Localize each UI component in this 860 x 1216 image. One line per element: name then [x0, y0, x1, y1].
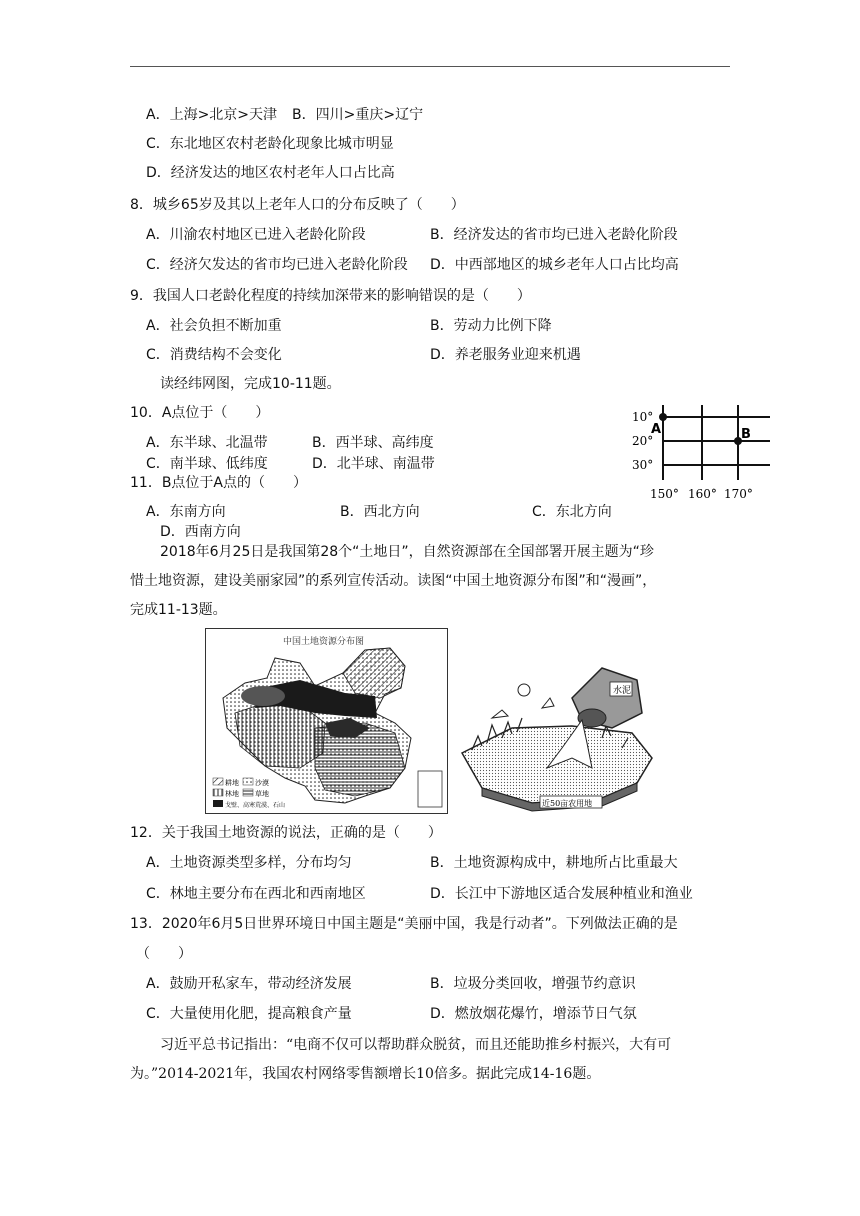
point-a-marker	[659, 413, 667, 421]
q8-option-d: D．中西部地区的城乡老年人口占比均高	[430, 257, 679, 273]
header-rule	[130, 66, 730, 67]
q9-option-d: D．养老服务业迎来机遇	[430, 347, 581, 363]
q13-option-c: C．大量使用化肥，提高粮食产量	[146, 1006, 352, 1022]
q11-option-c: C．东北方向	[532, 504, 612, 520]
q12-option-d: D．长江中下游地区适合发展种植业和渔业	[430, 886, 693, 902]
q7-option-b: B．四川>重庆>辽宁	[292, 107, 424, 123]
lon-label-150: 150°	[650, 487, 679, 501]
q8-option-a: A．川渝农村地区已进入老龄化阶段	[146, 227, 366, 243]
intro-14-16-line1: 习近平总书记指出：“电商不仅可以帮助群众脱贫，而且还能助推乡村振兴，大有可	[160, 1037, 672, 1053]
map-title: 中国土地资源分布图	[283, 637, 365, 647]
legend-forest: 林地	[225, 790, 239, 798]
point-b-label: B	[741, 427, 751, 442]
lat-lon-grid-figure	[620, 400, 780, 505]
cartoon-figure	[452, 658, 662, 813]
q9-option-c: C．消费结构不会变化	[146, 347, 282, 363]
q9-option-b: B．劳动力比例下降	[430, 318, 552, 334]
q13-option-d: D．燃放烟花爆竹，增添节日气氛	[430, 1006, 637, 1022]
intro-11-13-line2: 惜土地资源，建设美丽家园”的系列宣传活动。读图“中国土地资源分布图”和“漫画”，	[130, 573, 657, 589]
q8-option-c: C．经济欠发达的省市均已进入老龄化阶段	[146, 257, 408, 273]
q8-stem: 8．城乡65岁及其以上老年人口的分布反映了（ ）	[130, 197, 465, 213]
china-land-map-figure	[205, 628, 448, 814]
q7-option-d: D．经济发达的地区农村老年人口占比高	[146, 165, 395, 181]
q10-option-b: B．西半球、高纬度	[312, 435, 434, 451]
q9-stem: 9．我国人口老龄化程度的持续加深带来的影响错误的是（ ）	[130, 288, 531, 304]
lat-label-30: 30°	[632, 458, 654, 472]
q10-stem: 10．A点位于（ ）	[130, 405, 270, 421]
intro-10-11: 读经纬网图，完成10-11题。	[160, 376, 341, 392]
q13-stem-paren: （ ）	[136, 946, 192, 962]
q11-stem: 11．B点位于A点的（ ）	[130, 475, 307, 491]
q11-option-d: D．西南方向	[160, 524, 241, 540]
q12-option-b: B．土地资源构成中，耕地所占比重最大	[430, 855, 678, 871]
q12-option-a: A．土地资源类型多样，分布均匀	[146, 855, 352, 871]
lat-label-20: 20°	[632, 434, 654, 448]
q13-stem: 13．2020年6月5日世界环境日中国主题是“美丽中国，我是行动者”。下列做法正确的是	[130, 916, 678, 932]
q9-option-a: A．社会负担不断加重	[146, 318, 282, 334]
q12-stem: 12．关于我国土地资源的说法，正确的是（ ）	[130, 825, 442, 841]
legend-gobi: 戈壁、高寒荒漠、石山	[225, 802, 286, 809]
lat-label-10: 10°	[632, 410, 654, 424]
legend-grassland: 草地	[255, 790, 269, 798]
point-a-label: A	[651, 422, 662, 437]
q10-option-d: D．北半球、南温带	[312, 456, 435, 472]
cement-label: 水泥	[613, 686, 632, 696]
intro-11-13-line1: 2018年6月25日是我国第28个“土地日”，自然资源部在全国部署开展主题为“珍	[160, 544, 654, 560]
q11-option-b: B．西北方向	[340, 504, 420, 520]
intro-11-13-line3: 完成11-13题。	[130, 602, 227, 618]
q13-option-a: A．鼓励开私家车，带动经济发展	[146, 976, 352, 992]
q10-option-a: A．东半球、北温带	[146, 435, 268, 451]
q8-option-b: B．经济发达的省市均已进入老龄化阶段	[430, 227, 678, 243]
land-label: 近50亩农用地	[542, 799, 593, 808]
intro-14-16-line2: 为。”2014-2021年，我国农村网络零售额增长10倍多。据此完成14-16题。	[130, 1066, 601, 1082]
legend-desert: 沙漠	[255, 779, 269, 787]
legend-farmland: 耕地	[225, 779, 239, 787]
q7-option-c: C．东北地区农村老龄化现象比城市明显	[146, 136, 394, 152]
q7-option-a: A．上海>北京>天津	[146, 107, 278, 123]
q12-option-c: C．林地主要分布在西北和西南地区	[146, 886, 366, 902]
q10-option-c: C．南半球、低纬度	[146, 456, 268, 472]
q11-option-a: A．东南方向	[146, 504, 226, 520]
q13-option-b: B．垃圾分类回收，增强节约意识	[430, 976, 636, 992]
lon-label-170: 170°	[724, 487, 753, 501]
lon-label-160: 160°	[688, 487, 717, 501]
